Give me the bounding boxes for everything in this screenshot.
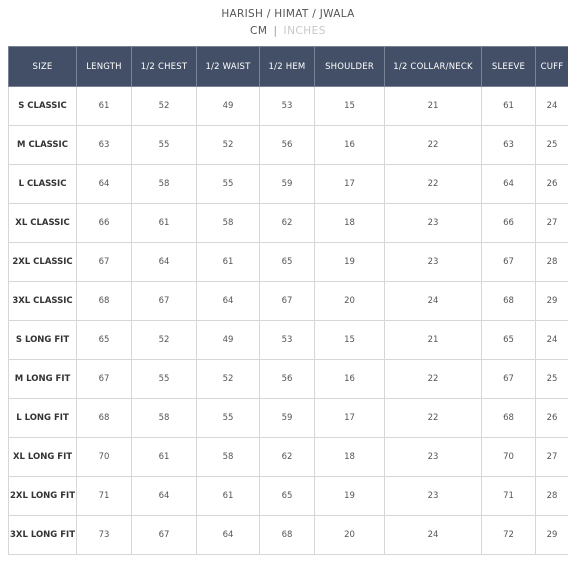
measurement-cell: 26 <box>536 399 569 438</box>
measurement-cell: 59 <box>260 399 315 438</box>
measurement-cell: 58 <box>132 165 197 204</box>
measurement-cell: 22 <box>385 165 482 204</box>
measurement-cell: 58 <box>132 399 197 438</box>
measurement-cell: 64 <box>132 477 197 516</box>
measurement-cell: 53 <box>260 321 315 360</box>
measurement-cell: 55 <box>132 360 197 399</box>
measurement-cell: 56 <box>260 126 315 165</box>
measurement-cell: 65 <box>482 321 536 360</box>
table-row <box>9 516 569 555</box>
column-header-1-2-chest: 1/2 CHEST <box>132 47 197 87</box>
measurement-cell: 71 <box>482 477 536 516</box>
measurement-cell: 65 <box>77 321 132 360</box>
measurement-cell: 63 <box>77 126 132 165</box>
measurement-cell: 61 <box>197 477 260 516</box>
measurement-cell: 61 <box>132 438 197 477</box>
size-label-cell: XL LONG FIT <box>9 438 77 477</box>
measurement-cell: 24 <box>385 282 482 321</box>
column-header-sleeve: SLEEVE <box>482 47 536 87</box>
measurement-cell: 28 <box>536 243 569 282</box>
column-header-cuff: CUFF <box>536 47 569 87</box>
table-body <box>9 87 569 555</box>
measurement-cell: 24 <box>536 87 569 126</box>
measurement-cell: 16 <box>315 126 385 165</box>
measurement-cell: 19 <box>315 243 385 282</box>
measurement-cell: 64 <box>132 243 197 282</box>
measurement-cell: 68 <box>260 516 315 555</box>
measurement-cell: 67 <box>260 282 315 321</box>
measurement-cell: 58 <box>197 204 260 243</box>
table-row <box>9 282 569 321</box>
measurement-cell: 63 <box>482 126 536 165</box>
measurement-cell: 15 <box>315 87 385 126</box>
measurement-cell: 17 <box>315 165 385 204</box>
measurement-cell: 67 <box>77 243 132 282</box>
size-label-cell: L LONG FIT <box>9 399 77 438</box>
measurement-cell: 65 <box>260 477 315 516</box>
measurement-cell: 68 <box>482 399 536 438</box>
measurement-cell: 20 <box>315 282 385 321</box>
measurement-cell: 67 <box>132 282 197 321</box>
column-header-1-2-hem: 1/2 HEM <box>260 47 315 87</box>
measurement-cell: 28 <box>536 477 569 516</box>
measurement-cell: 64 <box>77 165 132 204</box>
measurement-cell: 64 <box>197 516 260 555</box>
size-chart-table <box>8 46 568 555</box>
column-header-1-2-waist: 1/2 WAIST <box>197 47 260 87</box>
measurement-cell: 15 <box>315 321 385 360</box>
measurement-cell: 22 <box>385 399 482 438</box>
measurement-cell: 22 <box>385 126 482 165</box>
measurement-cell: 67 <box>77 360 132 399</box>
table-row <box>9 243 569 282</box>
measurement-cell: 23 <box>385 438 482 477</box>
size-label-cell: 3XL CLASSIC <box>9 282 77 321</box>
measurement-cell: 58 <box>197 438 260 477</box>
measurement-cell: 71 <box>77 477 132 516</box>
measurement-cell: 27 <box>536 204 569 243</box>
table-header-row <box>9 47 569 87</box>
unit-separator: | <box>273 25 278 37</box>
column-header-1-2-collar-neck: 1/2 COLLAR/NECK <box>385 47 482 87</box>
measurement-cell: 68 <box>77 399 132 438</box>
measurement-cell: 68 <box>482 282 536 321</box>
measurement-cell: 24 <box>385 516 482 555</box>
measurement-cell: 53 <box>260 87 315 126</box>
size-chart-table-container <box>8 46 568 561</box>
measurement-cell: 52 <box>197 360 260 399</box>
size-label-cell: 2XL CLASSIC <box>9 243 77 282</box>
size-label-cell: L CLASSIC <box>9 165 77 204</box>
size-label-cell: 3XL LONG FIT <box>9 516 77 555</box>
measurement-cell: 26 <box>536 165 569 204</box>
table-row <box>9 126 569 165</box>
measurement-cell: 29 <box>536 516 569 555</box>
measurement-cell: 25 <box>536 126 569 165</box>
measurement-cell: 22 <box>385 360 482 399</box>
measurement-cell: 70 <box>77 438 132 477</box>
measurement-cell: 20 <box>315 516 385 555</box>
measurement-cell: 52 <box>132 87 197 126</box>
size-label-cell: S LONG FIT <box>9 321 77 360</box>
measurement-cell: 23 <box>385 204 482 243</box>
table-row <box>9 477 569 516</box>
table-row <box>9 438 569 477</box>
measurement-cell: 23 <box>385 477 482 516</box>
measurement-cell: 70 <box>482 438 536 477</box>
measurement-cell: 68 <box>77 282 132 321</box>
measurement-cell: 24 <box>536 321 569 360</box>
measurement-cell: 61 <box>197 243 260 282</box>
size-label-cell: 2XL LONG FIT <box>9 477 77 516</box>
column-header-length: LENGTH <box>77 47 132 87</box>
size-label-cell: M LONG FIT <box>9 360 77 399</box>
measurement-cell: 64 <box>197 282 260 321</box>
measurement-cell: 56 <box>260 360 315 399</box>
measurement-cell: 21 <box>385 87 482 126</box>
measurement-cell: 18 <box>315 204 385 243</box>
measurement-cell: 62 <box>260 204 315 243</box>
measurement-cell: 65 <box>260 243 315 282</box>
measurement-cell: 66 <box>77 204 132 243</box>
table-row <box>9 204 569 243</box>
size-label-cell: M CLASSIC <box>9 126 77 165</box>
table-row <box>9 87 569 126</box>
measurement-cell: 59 <box>260 165 315 204</box>
measurement-cell: 49 <box>197 321 260 360</box>
measurement-cell: 49 <box>197 87 260 126</box>
measurement-cell: 61 <box>132 204 197 243</box>
measurement-cell: 67 <box>132 516 197 555</box>
measurement-cell: 52 <box>197 126 260 165</box>
measurement-cell: 55 <box>197 399 260 438</box>
table-row <box>9 321 569 360</box>
measurement-cell: 61 <box>77 87 132 126</box>
measurement-cell: 73 <box>77 516 132 555</box>
measurement-cell: 17 <box>315 399 385 438</box>
measurement-cell: 64 <box>482 165 536 204</box>
chart-title: HARISH / HIMAT / JWALA <box>221 8 355 20</box>
unit-inches-button[interactable]: INCHES <box>283 25 326 37</box>
measurement-cell: 52 <box>132 321 197 360</box>
table-row <box>9 360 569 399</box>
measurement-cell: 55 <box>197 165 260 204</box>
unit-cm-button[interactable]: CM <box>250 25 268 37</box>
measurement-cell: 72 <box>482 516 536 555</box>
measurement-cell: 16 <box>315 360 385 399</box>
measurement-cell: 27 <box>536 438 569 477</box>
measurement-cell: 23 <box>385 243 482 282</box>
measurement-cell: 25 <box>536 360 569 399</box>
measurement-cell: 61 <box>482 87 536 126</box>
size-label-cell: S CLASSIC <box>9 87 77 126</box>
measurement-cell: 29 <box>536 282 569 321</box>
table-row <box>9 399 569 438</box>
measurement-cell: 18 <box>315 438 385 477</box>
measurement-cell: 66 <box>482 204 536 243</box>
unit-toggle <box>0 25 576 37</box>
measurement-cell: 21 <box>385 321 482 360</box>
measurement-cell: 55 <box>132 126 197 165</box>
measurement-cell: 67 <box>482 360 536 399</box>
size-label-cell: XL CLASSIC <box>9 204 77 243</box>
column-header-size: SIZE <box>9 47 77 87</box>
measurement-cell: 62 <box>260 438 315 477</box>
measurement-cell: 19 <box>315 477 385 516</box>
column-header-shoulder: SHOULDER <box>315 47 385 87</box>
measurement-cell: 67 <box>482 243 536 282</box>
table-row <box>9 165 569 204</box>
